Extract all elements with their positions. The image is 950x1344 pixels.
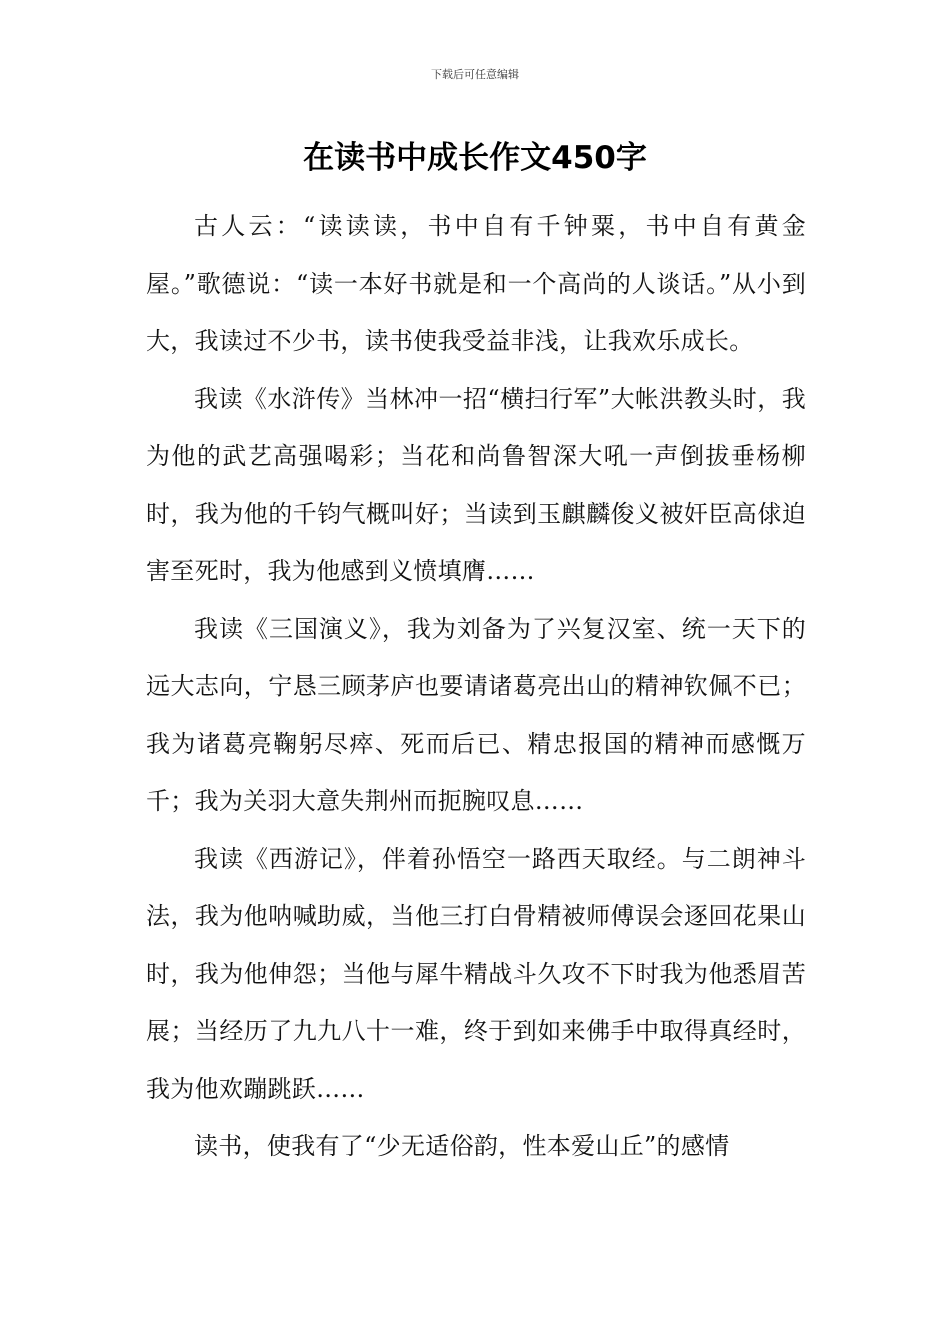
paragraph-5: 读书，使我有了“少无适俗韵，性本爱山丘”的感情: [194, 1132, 730, 1160]
paragraph-2: 我读《水浒传》当林冲一招“横扫行军”大帐洪教头时，我为他的武艺高强喝彩；当花和尚鲁智深大吼一声倒拔垂杨柳时，我为他的千钧气概叫好；当读到玉麒麟俊义被奸臣高俅迫害至死时，我为他感到义愤填膺……: [146, 384, 806, 585]
paragraph-1: 古人云：“读读读，书中自有千钟粟，书中自有黄金屋。”歌德说：“读一本好书就是和一个高尚的人谈话。”从小到大，我读过不少书，读书使我受益非浅，让我欢乐成长。: [146, 212, 806, 355]
paragraph-4: 我读《西游记》，伴着孙悟空一路西天取经。与二朗神斗法，我为他呐喊助威，当他三打白骨精被师傅误会逐回花果山时，我为他伸怨；当他与犀牛精战斗久攻不下时我为他悉眉苦展；当经历了九九八十一难，终于到如来佛手中取得真经时，我为他欢蹦跳跃……: [146, 844, 806, 1103]
header-note: 下载后可任意编辑: [431, 68, 519, 81]
paragraph-3: 我读《三国演义》，我为刘备为了兴复汉室、统一天下的远大志向，宁恳三顾茅庐也要请诸葛亮出山的精神钦佩不已；我为诸葛亮鞠躬尽瘁、死而后已、精忠报国的精神而感慨万千；我为关羽大意失荆州而扼腕叹息……: [146, 614, 806, 815]
document-title: 在读书中成长作文450字: [303, 140, 647, 176]
essay-body: [146, 198, 806, 1176]
